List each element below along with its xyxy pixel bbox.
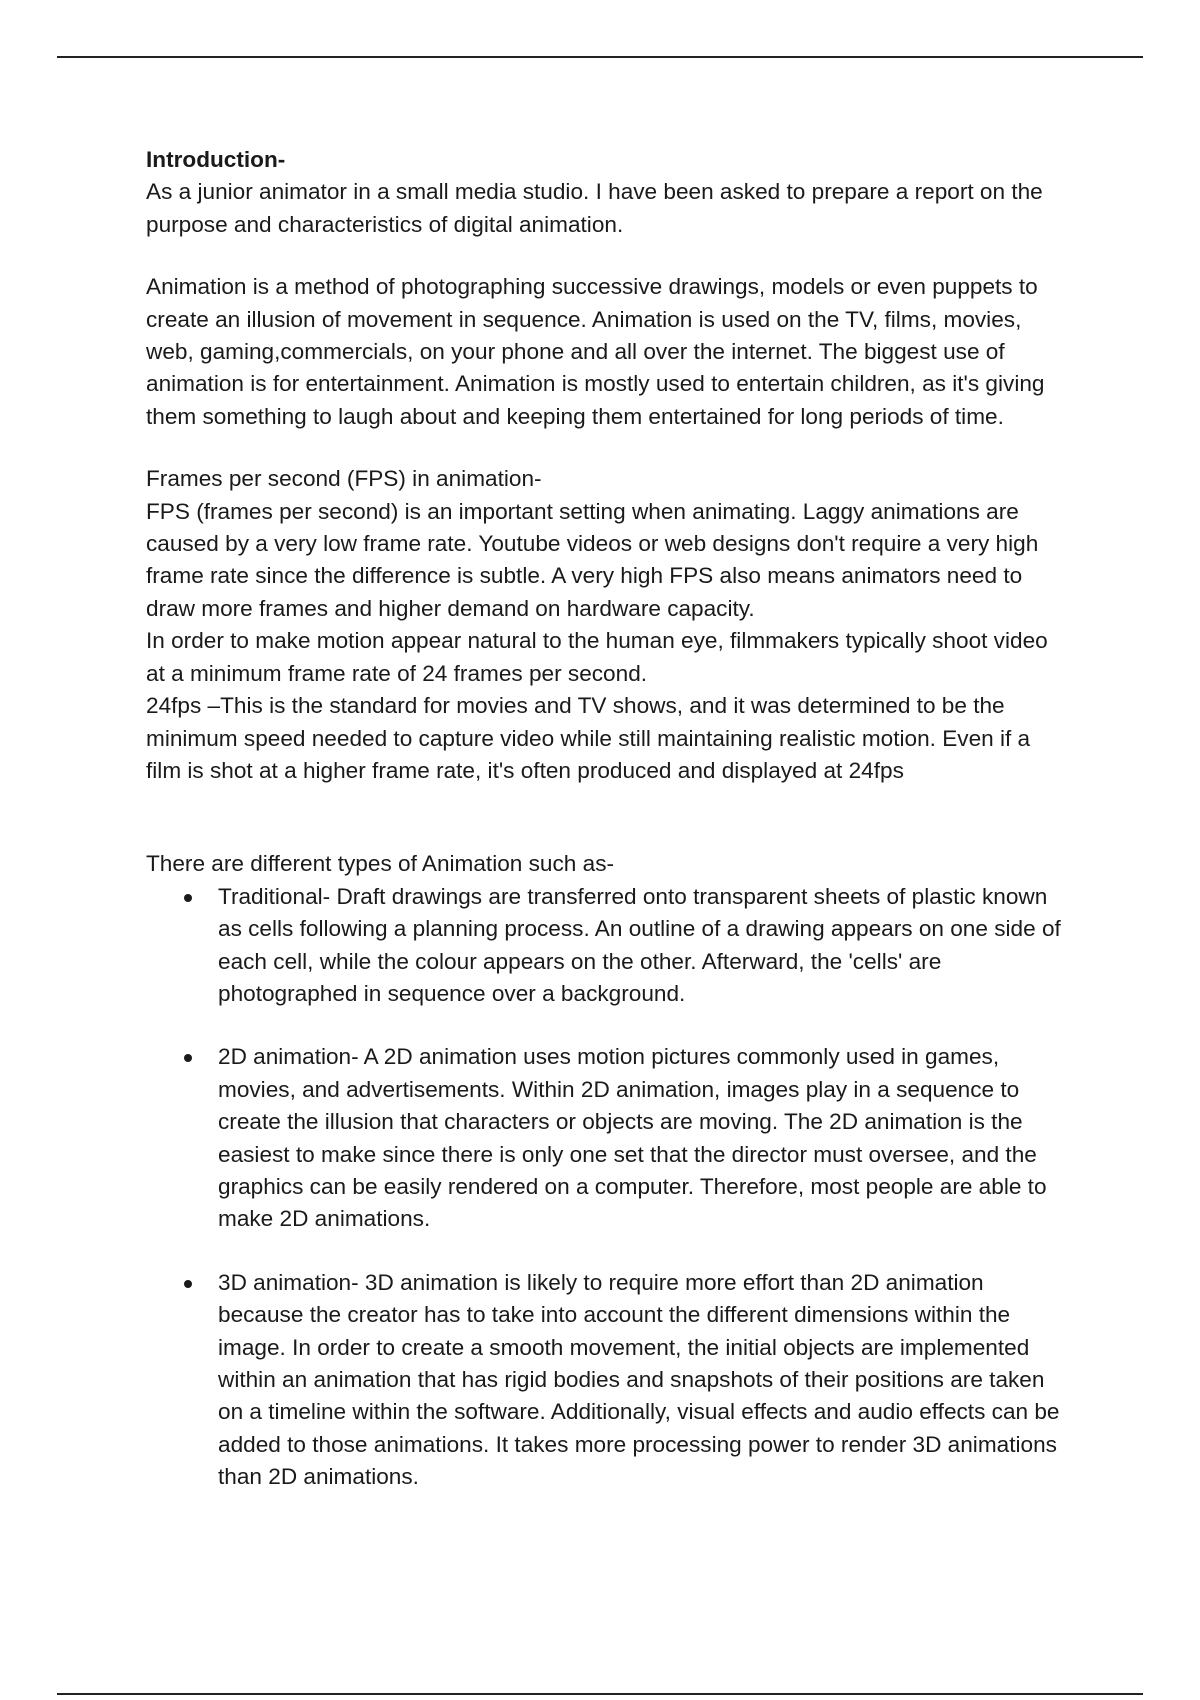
fps-heading: Frames per second (FPS) in animation- xyxy=(146,466,542,492)
list-item-text: 2D animation- A 2D animation uses motion pictures commonly used in games, movies, and advertisements. Within 2D animation, images play in a sequence to create the illusion that characters or objects are moving. The 2D animation is the easiest to make since there is only one set that the director must oversee, and the graphics can be easily rendered on a computer. Therefore, most people are able to make 2D animations. xyxy=(218,1044,1047,1232)
list-item xyxy=(146,881,1066,1011)
list-item xyxy=(146,1041,1066,1235)
document-body xyxy=(146,144,1066,1494)
types-intro: There are different types of Animation such as- xyxy=(146,851,615,877)
spacer xyxy=(146,787,1066,848)
list-item-text: Traditional- Draft drawings are transferred onto transparent sheets of plastic known as cells following a planning process. An outline of a drawing appears on one side of each cell, while the colour appears on the other. Afterward, the 'cells' are photographed in sequence over a background. xyxy=(218,883,1061,1006)
spacer xyxy=(146,241,1066,271)
list-item-text: 3D animation- 3D animation is likely to require more effort than 2D animation because the creator has to take into account the different dimensions within the image. In order to create a smooth movement, the initial objects are implemented within an animation that has rigid bodies and snapshots of their positions are taken on a timeline within the software. Additionally, visual effects and audio effects can be added to those animations. It takes more processing power to render 3D animations than 2D animations. xyxy=(218,1269,1060,1490)
animation-types-list xyxy=(146,881,1066,1494)
bullet-icon xyxy=(184,1054,192,1062)
introduction-heading: Introduction- xyxy=(146,147,286,172)
introduction-paragraph: As a junior animator in a small media studio. I have been asked to prepare a report on the purpose and characteristics of digital animation. xyxy=(146,179,1043,237)
fps-paragraph-2: In order to make motion appear natural to the human eye, filmmakers typically shoot video at a minimum frame rate of 24 frames per second. xyxy=(146,628,1048,686)
fps-paragraph-3: 24fps –This is the standard for movies and TV shows, and it was determined to be the minimum speed needed to capture video while still maintaining realistic motion. Even if a film is shot at a higher frame rate, it's often produced and displayed at 24fps xyxy=(146,693,1031,783)
bullet-icon xyxy=(184,894,192,902)
bullet-icon xyxy=(184,1280,192,1288)
bottom-divider xyxy=(57,1693,1143,1695)
top-divider xyxy=(57,56,1143,58)
definition-paragraph: Animation is a method of photographing successive drawings, models or even puppets to create an illusion of movement in sequence. Animation is used on the TV, films, movies, web, gaming,commercials, on your phone and all over the internet. The biggest use of animation is for entertainment. Animation is mostly used to entertain children, as it's giving them something to laugh about and keeping them entertained for long periods of time. xyxy=(146,274,1045,429)
fps-paragraph-1: FPS (frames per second) is an important setting when animating. Laggy animations are caused by a very low frame rate. Youtube videos or web designs don't require a very high frame rate since the difference is subtle. A very high FPS also means animators need to draw more frames and higher demand on hardware capacity. xyxy=(146,498,1039,621)
spacer xyxy=(146,433,1066,463)
list-item xyxy=(146,1267,1066,1494)
